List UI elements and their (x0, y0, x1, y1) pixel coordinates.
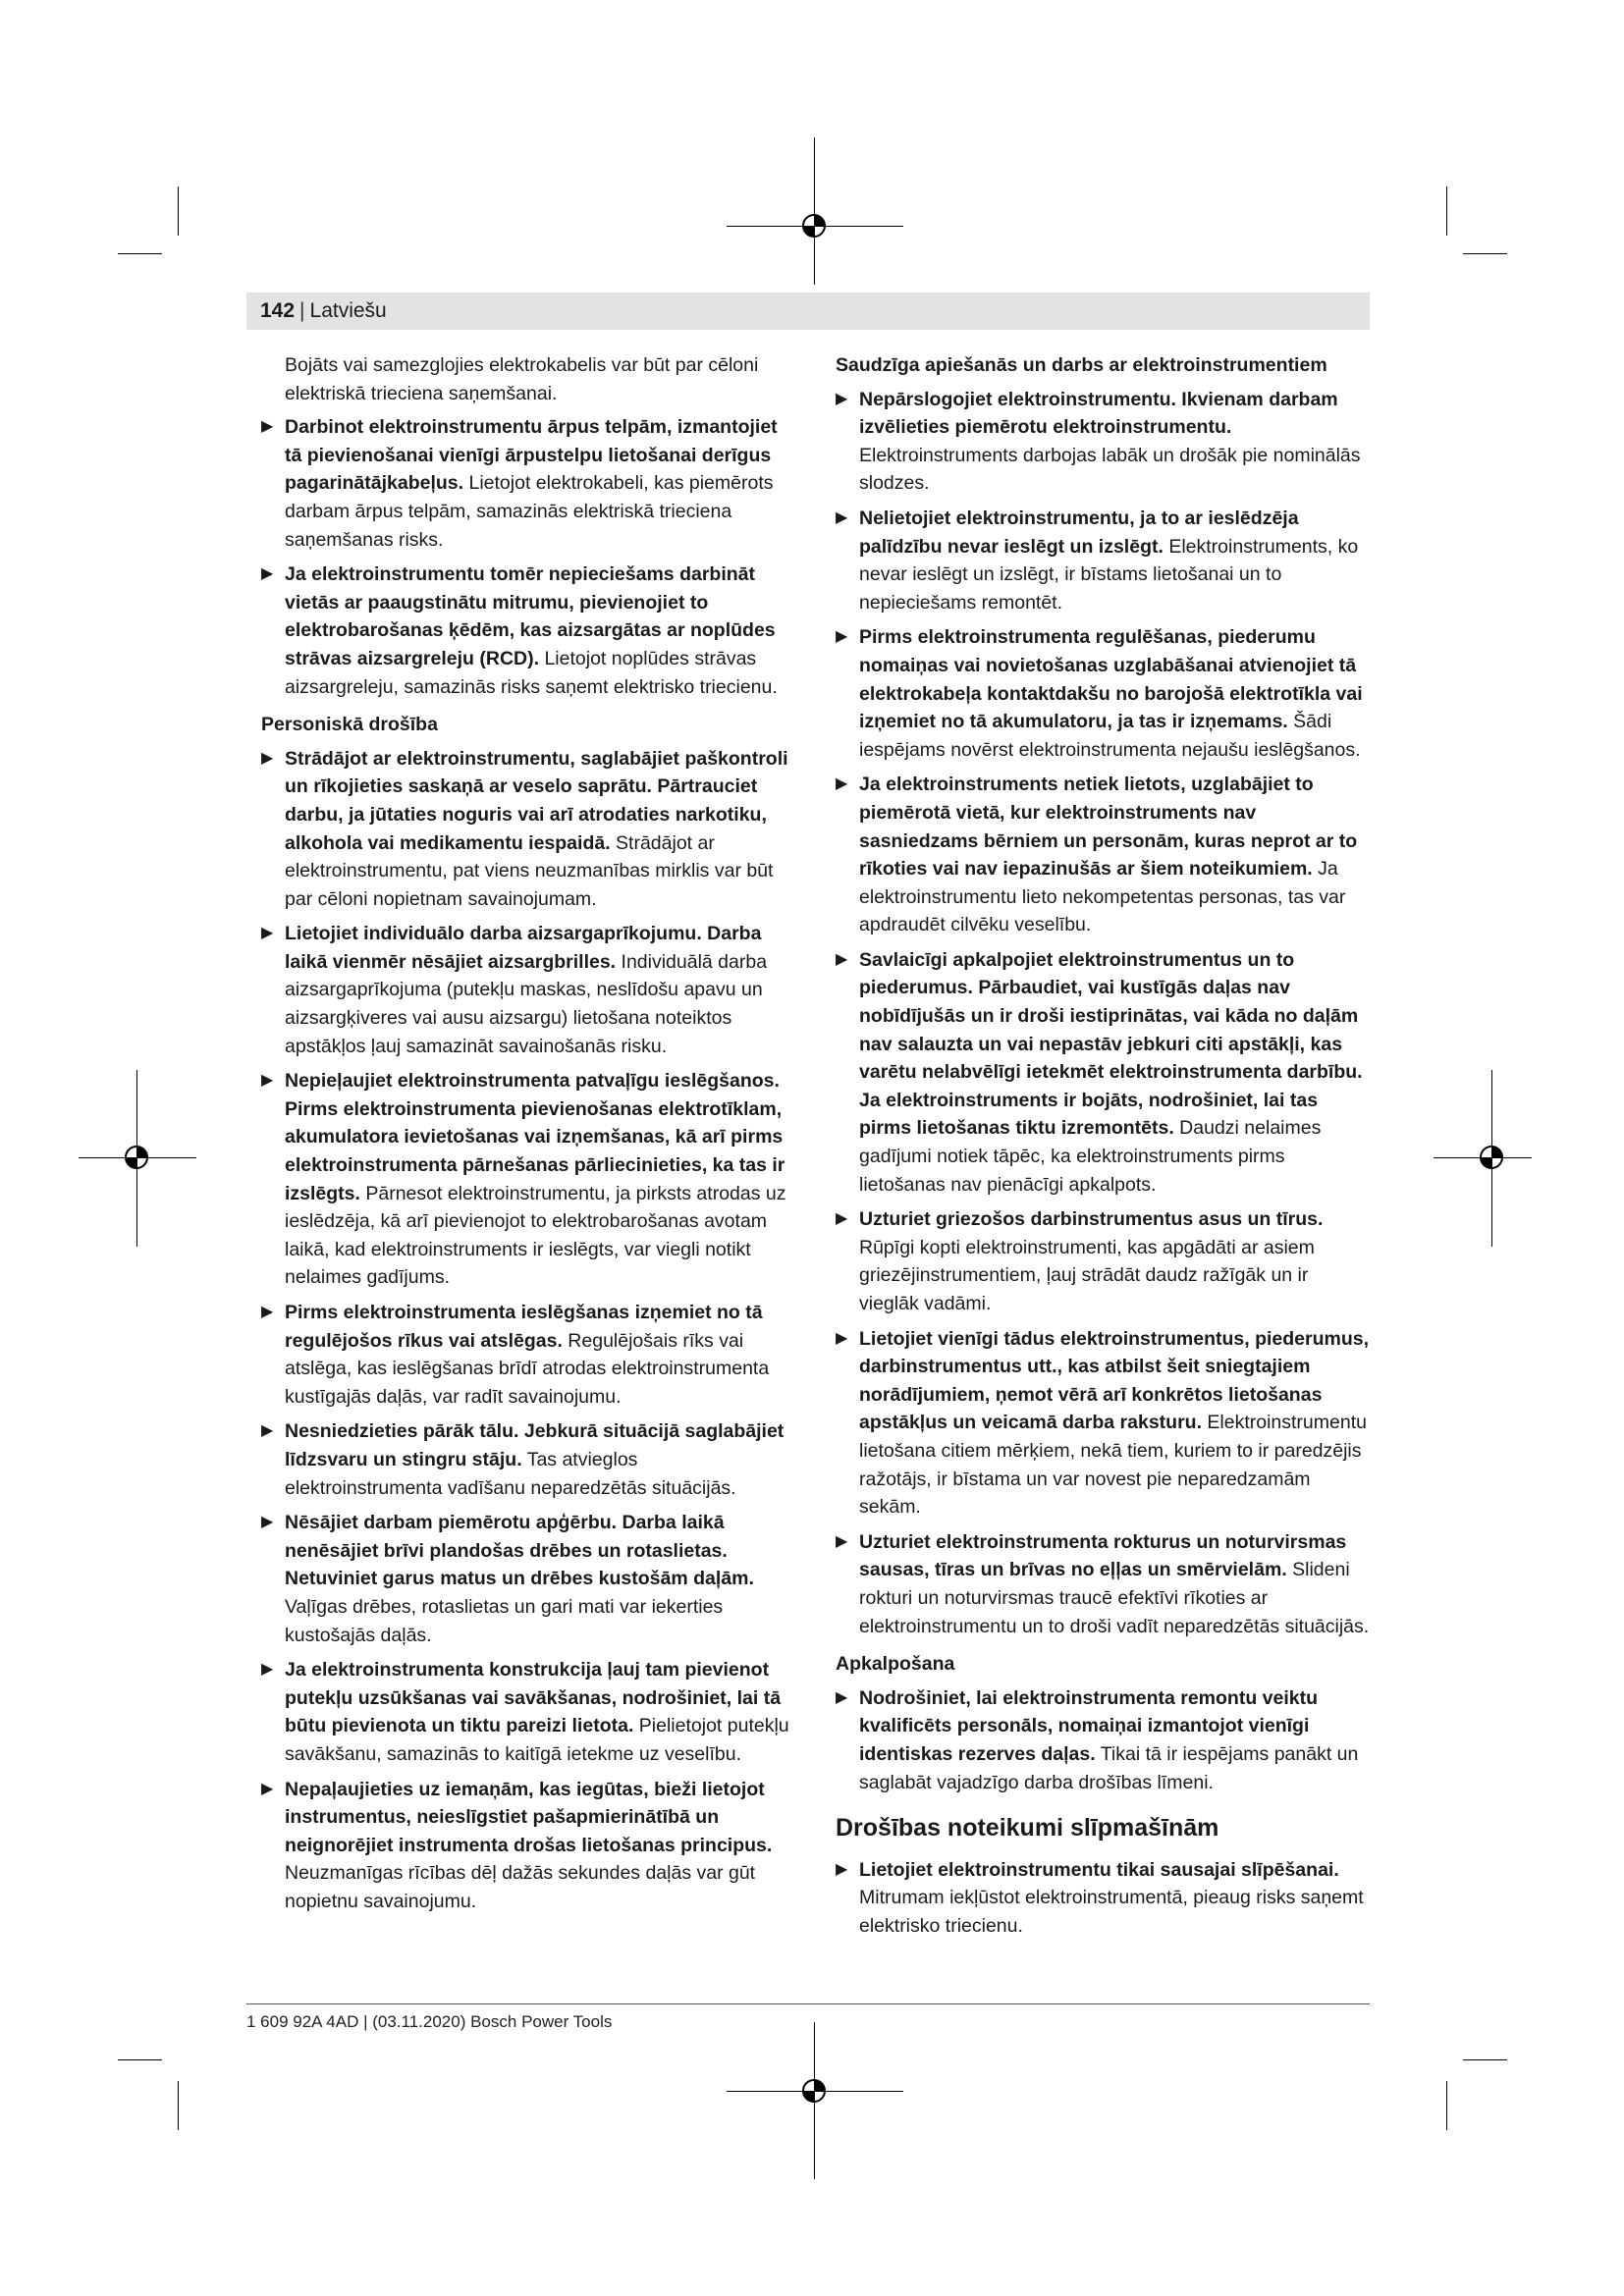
bullet-item (836, 505, 1372, 616)
bullet-item (261, 920, 791, 1060)
triangle-bullet-icon: ▶ (261, 1304, 274, 1320)
bullet-item (836, 771, 1372, 939)
triangle-bullet-icon: ▶ (261, 925, 274, 942)
bullet-item (836, 1856, 1372, 1941)
bullet-bold-text: Nesniedzieties pārāk tālu. Jebkurā situācijā saglabājiet līdzsvaru un stingru stāju. (285, 1420, 785, 1470)
bullet-list (836, 1856, 1372, 1941)
crosshair-icon (801, 2078, 827, 2104)
section-heading: Apkalpošana (836, 1653, 955, 1676)
triangle-bullet-icon: ▶ (836, 1329, 848, 1347)
bullet-body-text: Šādi iespējams novērst elektroinstrumenta nejaušu ieslēgšanos. (859, 711, 1361, 761)
bullet-bold-text: Strādājot ar elektroinstrumentu, saglabājiet paškontroli un rīkojieties saskaņā ar veselo saprātu. Pārtrauciet darbu, ja jūtaties noguris vai arī atrodaties narkotiku, alkohola vai medikamentu iespaidā. (285, 747, 788, 854)
triangle-bullet-icon: ▶ (836, 950, 848, 968)
bullet-item (836, 946, 1372, 1199)
crop-mark (118, 2059, 162, 2060)
bullet-item (836, 1528, 1372, 1640)
bullet-bold-text: Pirms elektroinstrumenta regulēšanas, piederumu nomaiņas vai novietošanas uzglabāšanai atvienojiet tā elektrokabeļa kontaktdakšu no barojošā elektrotīkla vai izņemiet no tā akumulatoru, ja tas ir izņemams. (859, 626, 1363, 733)
triangle-bullet-icon: ▶ (261, 565, 274, 583)
bullet-body-text: Daudzi nelaimes gadījumi notiek tāpēc, ka elektroinstruments pirms lietošanas nav pienācīgi apkalpots. (859, 1117, 1322, 1196)
bullet-item (261, 1656, 791, 1768)
crosshair-icon (1479, 1145, 1504, 1170)
bullet-body-text: Rūpīgi kopti elektroinstrumenti, kas apgādāti ar asiem griezējinstrumentiem, ļauj strādāt daudz ražīgāk un ir vieglāk vadāmi. (859, 1236, 1315, 1314)
triangle-bullet-icon: ▶ (261, 749, 274, 767)
bullet-body-text: Lietojot elektrokabeli, kas piemērots darbam ārpus telpām, samazinās elektriskā trieciena saņemšanas risks. (285, 472, 774, 551)
bullet-body-text: Lietojot noplūdes strāvas aizsargreleju, samazinās risks saņemt elektrisko triecienu. (285, 647, 778, 698)
bullet-body-text: Vaļīgas drēbes, rotaslietas un gari mati var iekerties kustošajās daļās. (285, 1595, 724, 1646)
footer-rule (246, 2003, 1370, 2004)
left-column (261, 351, 791, 1922)
bullet-body-text: Elektroinstruments, ko nevar ieslēgt un izslēgt, ir bīstams lietošanai un to nepieciešams remontēt. (859, 535, 1359, 614)
bullet-body-text: Pārnesot elektroinstrumentu, ja pirksts atrodas uz ieslēdzēja, kā arī pievienojot to elektrobarošanas avotam laikā, kad elektroinstruments ir ieslēgts, var viegli notikt nelaimes gadījums. (285, 1182, 786, 1289)
bullet-item (836, 623, 1372, 764)
crop-mark (1463, 2059, 1507, 2060)
triangle-bullet-icon: ▶ (261, 1072, 274, 1090)
triangle-bullet-icon: ▶ (261, 1780, 274, 1797)
triangle-bullet-icon: ▶ (836, 628, 848, 646)
triangle-bullet-icon: ▶ (836, 508, 848, 526)
bullet-item (836, 1684, 1372, 1796)
triangle-bullet-icon: ▶ (261, 1514, 274, 1531)
bullet-bold-text: Savlaicīgi apkalpojiet elektroinstrumentus un to piederumus. Pārbaudiet, vai kustīgās daļas nav nobīdījušās un ir droši iestiprinātas, vai kāda no daļām nav salauzta un vai nepastāv jebkuri citi apstākļi, kas varētu nelabvēlīgi ietekmēt elektroinstrumenta darbību. Ja elektroinstruments ir bojāts, nodrošiniet, lai tas pirms lietošanas tiktu izremontēts. (859, 948, 1363, 1140)
bullet-bold-text: Darbinot elektroinstrumentu ārpus telpām, izmantojiet tā pievienošanai vienīgi ārpustelpu lietošanai derīgus pagarinātājkabeļus. (285, 416, 778, 495)
page-number: 142 (260, 299, 296, 322)
triangle-bullet-icon: ▶ (836, 390, 848, 407)
bullet-bold-text: Pirms elektroinstrumenta ieslēgšanas izņemiet no tā regulējošos rīkus vai atslēgas. (285, 1302, 763, 1352)
triangle-bullet-icon: ▶ (836, 1688, 848, 1706)
bullet-body-text: Slideni rokturi un noturvirsmas traucē efektīvi rīkoties ar elektroinstrumentu un to droši vadīt neparedzētās situācijās. (859, 1559, 1370, 1637)
triangle-bullet-icon: ▶ (261, 418, 274, 436)
section-heading: Personiskā drošība (261, 714, 438, 736)
bullet-bold-text: Lietojiet individuālo darba aizsargaprīkojumu. Darba laikā vienmēr nēsājiet aizsargbrilles. (285, 923, 762, 973)
bullet-bold-text: Nepieļaujiet elektroinstrumenta patvaļīgu ieslēgšanos. Pirms elektroinstrumenta pievienošanas elektrotīklam, akumulatora ievietošanas vai izņemšanas, kā arī pirms elektroinstrumenta pārnešanas pārliecinieties, ka tas ir izslēgts. (285, 1070, 785, 1204)
bullet-body-text: Mitrumam iekļūstot elektroinstrumentā, pieaug risks saņemt elektrisko triecienu. (859, 1887, 1364, 1937)
bullet-bold-text: Uzturiet griezošos darbinstrumentus asus un tīrus. (859, 1208, 1324, 1231)
triangle-bullet-icon: ▶ (836, 775, 848, 793)
bullet-bold-text: Ja elektroinstrumentu tomēr nepieciešams darbināt vietās ar paaugstinātu mitrumu, pievienojiet to elektrobarošanas ķēdēm, kas aizsargātas ar noplūdes strāvas aizsargreleju (RCD). (285, 563, 776, 669)
bullet-list (261, 745, 791, 1916)
bullet-bold-text: Ja elektroinstruments netiek lietots, uzglabājiet to piemērotā vietā, kur elektroinstruments nav sasniedzams bērniem un personām, kuras neprot ar to rīkoties vai nav iepazinušās ar šiem noteikumiem. (859, 774, 1358, 881)
bullet-body-text: Neuzmanīgas rīcības dēļ dažās sekundes daļās var gūt nopietnu savainojumu. (285, 1862, 756, 1912)
bullet-item (261, 1509, 791, 1649)
intro-paragraph: Bojāts vai samezglojies elektrokabelis var būt par cēloni elektriskā trieciena saņemšanai. (285, 354, 759, 404)
bullet-body-text: Tas atvieglos elektroinstrumenta vadīšanu neparedzētās situācijās. (285, 1448, 736, 1499)
triangle-bullet-icon: ▶ (261, 1661, 274, 1679)
bullet-item (261, 413, 791, 554)
page-header (246, 293, 1370, 330)
bullet-item (836, 1205, 1372, 1317)
bullet-body-text: Strādājot ar elektroinstrumentu, pat viens neuzmanības mirklis var būt par cēloni nopietnam savainojumam. (285, 831, 774, 910)
crop-mark (1446, 187, 1447, 236)
triangle-bullet-icon: ▶ (836, 1210, 848, 1228)
bullet-bold-text: Nēsājiet darbam piemērotu apģērbu. Darba laikā nenēsājiet brīvi plandošas drēbes un rotaslietas. Netuviniet garus matus un drēbes kustošām daļām. (285, 1512, 754, 1590)
section-heading: Saudzīga apiešanās un darbs ar elektroinstrumentiem (836, 354, 1327, 376)
crop-mark (178, 187, 179, 236)
bullet-list (836, 1684, 1372, 1796)
bullet-body-text: Tikai tā ir iespējams panākt un saglabāt vajadzīgo darba drošības līmeni. (859, 1742, 1359, 1793)
registration-mark-left (79, 1070, 196, 1247)
registration-mark-top (727, 137, 903, 294)
bullet-bold-text: Nepaļaujieties uz iemaņām, kas iegūtas, bieži lietojot instrumentus, neieslīgstiet pašapmierinātībā un neignorējiet instrumenta drošas lietošanas principus. (285, 1778, 773, 1856)
right-column (836, 351, 1372, 1947)
bullet-item (261, 1776, 791, 1916)
crosshair-icon (124, 1145, 149, 1170)
bullet-body-text: Ja elektroinstrumentu lieto nekompetentas personas, tas var apdraudēt cilvēku veselību. (859, 858, 1346, 936)
bullet-list (836, 386, 1372, 1641)
header-separator: | (299, 299, 305, 322)
crop-mark (1446, 2081, 1447, 2130)
triangle-bullet-icon: ▶ (836, 1532, 848, 1550)
bullet-item (261, 561, 791, 701)
language-label: Latviešu (309, 299, 387, 322)
bullet-bold-text: Nodrošiniet, lai elektroinstrumenta remontu veiktu kvalificēts personāls, nomaiņai izmantojot vienīgi identiskas rezerves daļas. (859, 1686, 1319, 1765)
footer-text: 1 609 92A 4AD | (03.11.2020) Bosch Power Tools (246, 2012, 613, 2031)
bullet-item (836, 386, 1372, 498)
bullet-bold-text: Nepārslogojiet elektroinstrumentu. Ikvienam darbam izvēlieties piemērotu elektroinstrumentu. (859, 388, 1338, 439)
crop-mark (1463, 253, 1507, 254)
bullet-body-text: Elektroinstrumentu lietošana citiem mērķiem, nekā tiem, kuriem to ir paredzējis ražotājs, ir bīstama un var novest pie neparedzamām sekām. (859, 1412, 1367, 1519)
bullet-item (261, 745, 791, 914)
crop-mark (178, 2081, 179, 2130)
crosshair-icon (801, 213, 827, 239)
bullet-body-text: Regulējošais rīks vai atslēga, kas ieslēgšanas brīdī atrodas elektroinstrumenta kustīgajās daļās, var radīt savainojumu. (285, 1329, 770, 1408)
bullet-item (261, 1299, 791, 1411)
registration-mark-right (1434, 1070, 1551, 1247)
triangle-bullet-icon: ▶ (836, 1860, 848, 1878)
bullet-item (261, 1067, 791, 1292)
registration-mark-bottom (727, 2022, 903, 2179)
bullet-body-text: Individuālā darba aizsargaprīkojuma (putekļu maskas, neslīdošu apavu un aizsargķiveres vai ausu aizsargu) lietošana noteiktos apstākļos ļauj samazināt savainošanās risku. (285, 950, 768, 1057)
bullet-bold-text: Nelietojiet elektroinstrumentu, ja to ar ieslēdzēja palīdzību nevar ieslēgt un izslēgt. (859, 507, 1299, 558)
crop-mark (118, 253, 162, 254)
bullet-bold-text: Uzturiet elektroinstrumenta rokturus un noturvirsmas sausas, tīras un brīvas no eļļas un smērvielām. (859, 1530, 1347, 1581)
bullet-bold-text: Ja elektroinstrumenta konstrukcija ļauj tam pievienot putekļu uzsūkšanas vai savākšanas, nodrošiniet, lai tā būtu pievienota un tiktu pareizi lietota. (285, 1659, 782, 1737)
bullet-bold-text: Lietojiet elektroinstrumentu tikai sausajai slīpēšanai. (859, 1858, 1339, 1881)
bullet-item (261, 1417, 791, 1502)
bullet-bold-text: Lietojiet vienīgi tādus elektroinstrumentus, piederumus, darbinstrumentus utt., kas atbilst šeit sniegtajiem norādījumiem, ņemot vērā arī konkrētos lietošanas apstākļus un veicamā darba raksturu. (859, 1327, 1370, 1434)
triangle-bullet-icon: ▶ (261, 1422, 274, 1440)
bullet-body-text: Pielietojot putekļu savākšanu, samazinās to kaitīgā ietekme uz veselību. (285, 1715, 789, 1765)
chapter-heading: Drošības noteikumi slīpmašīnām (836, 1814, 1219, 1842)
bullet-body-text: Elektroinstruments darbojas labāk un drošāk pie nominālās slodzes. (859, 444, 1361, 495)
bullet-item (836, 1325, 1372, 1522)
bullet-list (261, 413, 791, 701)
